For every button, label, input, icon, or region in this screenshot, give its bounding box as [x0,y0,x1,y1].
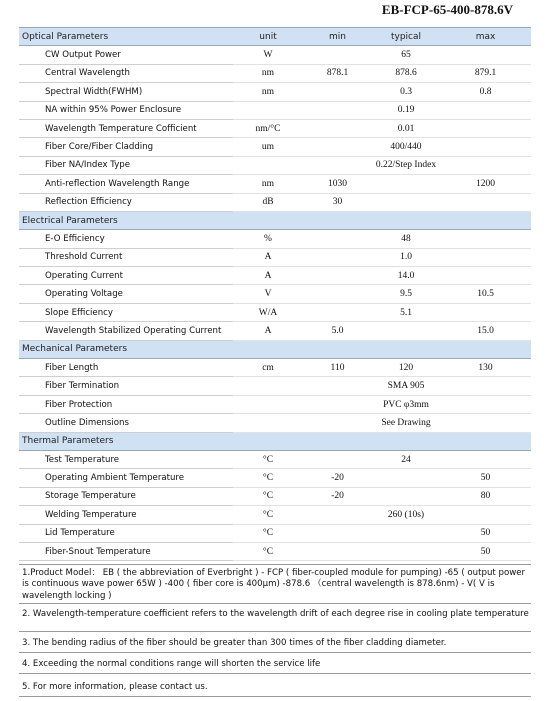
min-value [303,303,372,321]
table-row [19,542,531,560]
table-row [19,83,531,101]
column-header-unit: unit [233,28,303,46]
unit-cell: dB [233,193,303,211]
typical-value: 48 [372,230,440,248]
min-value [303,395,372,413]
min-value [303,542,372,560]
unit-cell: cm [233,359,303,377]
typical-value [372,175,440,193]
unit-cell: A [233,248,303,266]
table-row [19,175,531,193]
typical-value: 14.0 [372,267,440,285]
max-value [440,193,531,211]
table-row [19,46,531,64]
parameter-name: Operating Ambient Temperature [19,469,233,487]
unit-cell: nm [233,83,303,101]
max-value [440,450,531,468]
typical-value: 24 [372,450,440,468]
max-value: 0.8 [440,83,531,101]
note-product-model: 1.Product Model： EB ( the abbreviation of Everbright ) - FCP ( fiber-coupled module for pumping) -65 ( output power is continuous wave power 65W ) -400 ( fiber core is 400μm) -878.6 （central wavelength is 878.6nm) - V( V is wavelength locking ) [19,564,531,603]
typical-value: 65 [372,46,440,64]
typical-value: 120 [372,359,440,377]
min-value [303,83,372,101]
typical-value: 0.3 [372,83,440,101]
column-header-min: min [303,28,372,46]
unit-cell [233,101,303,119]
max-value: 10.5 [440,285,531,303]
max-value [440,119,531,137]
parameter-name: Reflection Efficiency [19,193,233,211]
max-value: 80 [440,487,531,505]
section-header-row [19,211,531,229]
min-value [303,101,372,119]
typical-value [372,322,440,340]
max-value [440,303,531,321]
unit-cell: °C [233,506,303,524]
parameter-name: Fiber Length [19,359,233,377]
unit-cell: °C [233,524,303,542]
section-header-row [19,28,531,46]
typical-value: See Drawing [372,414,440,432]
parameter-name: Fiber NA/Index Type [19,156,233,174]
table-row [19,285,531,303]
note-bending-radius: 3. The bending radius of the fiber should be greater than 300 times of the fiber cladding diameter. [19,631,531,652]
typical-value [372,193,440,211]
section-header-row [19,340,531,358]
typical-value [372,487,440,505]
unit-cell [233,414,303,432]
parameter-name: Test Temperature [19,450,233,468]
typical-value: PVC φ3mm [372,395,440,413]
parameter-name: Lid Temperature [19,524,233,542]
specifications-table [19,27,531,561]
table-row [19,156,531,174]
max-value [440,46,531,64]
min-value [303,377,372,395]
typical-value: 9.5 [372,285,440,303]
typical-value [372,524,440,542]
table-row [19,487,531,505]
table-row [19,230,531,248]
parameter-name: Fiber Protection [19,395,233,413]
max-value: 50 [440,524,531,542]
min-value [303,230,372,248]
unit-cell: um [233,138,303,156]
unit-cell: °C [233,450,303,468]
table-row [19,101,531,119]
table-row [19,119,531,137]
table-row [19,469,531,487]
table-row [19,138,531,156]
column-header-typical: typical [372,28,440,46]
unit-cell: V [233,285,303,303]
typical-value: 0.22/Step Index [372,156,440,174]
table-row [19,506,531,524]
typical-value: SMA 905 [372,377,440,395]
typical-value [372,469,440,487]
parameter-name: Spectral Width(FWHM) [19,83,233,101]
max-value [440,377,531,395]
table-row [19,267,531,285]
unit-cell: W/A [233,303,303,321]
note-contact: 5. For more information, please contact us. [19,673,531,697]
note-service-life: 4. Exceeding the normal conditions range will shorten the service life [19,652,531,673]
parameter-name: Central Wavelength [19,64,233,82]
parameter-name: E-O Efficiency [19,230,233,248]
parameter-name: NA within 95% Power Enclosure [19,101,233,119]
min-value: 1030 [303,175,372,193]
min-value [303,119,372,137]
parameter-name: Threshold Current [19,248,233,266]
section-header-row [19,432,531,450]
parameter-name: Welding Temperature [19,506,233,524]
typical-value [372,542,440,560]
table-row [19,248,531,266]
min-value: 878.1 [303,64,372,82]
min-value [303,46,372,64]
min-value [303,506,372,524]
max-value [440,230,531,248]
typical-value: 878.6 [372,64,440,82]
note-wavelength-coefficient: 2. Wavelength-temperature coefficient refers to the wavelength drift of each degree rise in cooling plate temperature [19,603,531,631]
unit-cell: % [233,230,303,248]
max-value [440,395,531,413]
unit-cell: °C [233,542,303,560]
min-value [303,450,372,468]
section-title: Electrical Parameters [19,211,233,229]
table-row [19,414,531,432]
unit-cell: A [233,267,303,285]
table-row [19,377,531,395]
column-header-max: max [440,28,531,46]
min-value: -20 [303,487,372,505]
unit-cell: W [233,46,303,64]
typical-value: 0.01 [372,119,440,137]
typical-value: 400/440 [372,138,440,156]
table-row [19,359,531,377]
section-title: Optical Parameters [19,28,233,46]
parameter-name: Fiber Termination [19,377,233,395]
max-value [440,138,531,156]
typical-value: 1.0 [372,248,440,266]
parameter-name: Fiber-Snout Temperature [19,542,233,560]
unit-cell: °C [233,469,303,487]
typical-value: 0.19 [372,101,440,119]
max-value: 15.0 [440,322,531,340]
parameter-name: Fiber Core/Fiber Cladding [19,138,233,156]
unit-cell [233,377,303,395]
max-value [440,156,531,174]
min-value: -20 [303,469,372,487]
section-header-fill [233,340,531,358]
max-value [440,248,531,266]
min-value [303,267,372,285]
min-value [303,138,372,156]
max-value: 130 [440,359,531,377]
parameter-name: Storage Temperature [19,487,233,505]
min-value: 110 [303,359,372,377]
max-value [440,506,531,524]
max-value [440,414,531,432]
max-value: 50 [440,542,531,560]
table-row [19,450,531,468]
max-value: 1200 [440,175,531,193]
table-row [19,322,531,340]
unit-cell: nm [233,64,303,82]
section-title: Mechanical Parameters [19,340,233,358]
min-value: 5.0 [303,322,372,340]
table-row [19,395,531,413]
notes-section [19,564,531,697]
unit-cell: nm/°C [233,119,303,137]
unit-cell: A [233,322,303,340]
table-row [19,64,531,82]
min-value: 30 [303,193,372,211]
parameter-name: Wavelength Temperature Cofficient [19,119,233,137]
parameter-name: Operating Voltage [19,285,233,303]
max-value: 879.1 [440,64,531,82]
min-value [303,285,372,303]
parameter-name: Outline Dimensions [19,414,233,432]
min-value [303,248,372,266]
max-value [440,101,531,119]
max-value: 50 [440,469,531,487]
parameter-name: Wavelength Stabilized Operating Current [19,322,233,340]
table-row [19,303,531,321]
typical-value: 5.1 [372,303,440,321]
parameter-name: CW Output Power [19,46,233,64]
table-row [19,524,531,542]
specifications-table-body [19,28,531,561]
min-value [303,524,372,542]
section-header-fill [233,432,531,450]
section-header-fill [233,211,531,229]
unit-cell [233,395,303,413]
min-value [303,414,372,432]
typical-value: 260 (10s) [372,506,440,524]
parameter-name: Operating Current [19,267,233,285]
section-title: Thermal Parameters [19,432,233,450]
product-model-title: EB-FCP-65-400-878.6V [381,2,513,17]
parameter-name: Slope Efficiency [19,303,233,321]
unit-cell [233,156,303,174]
unit-cell: °C [233,487,303,505]
max-value [440,267,531,285]
unit-cell: nm [233,175,303,193]
min-value [303,156,372,174]
parameter-name: Anti-reflection Wavelength Range [19,175,233,193]
table-row [19,193,531,211]
